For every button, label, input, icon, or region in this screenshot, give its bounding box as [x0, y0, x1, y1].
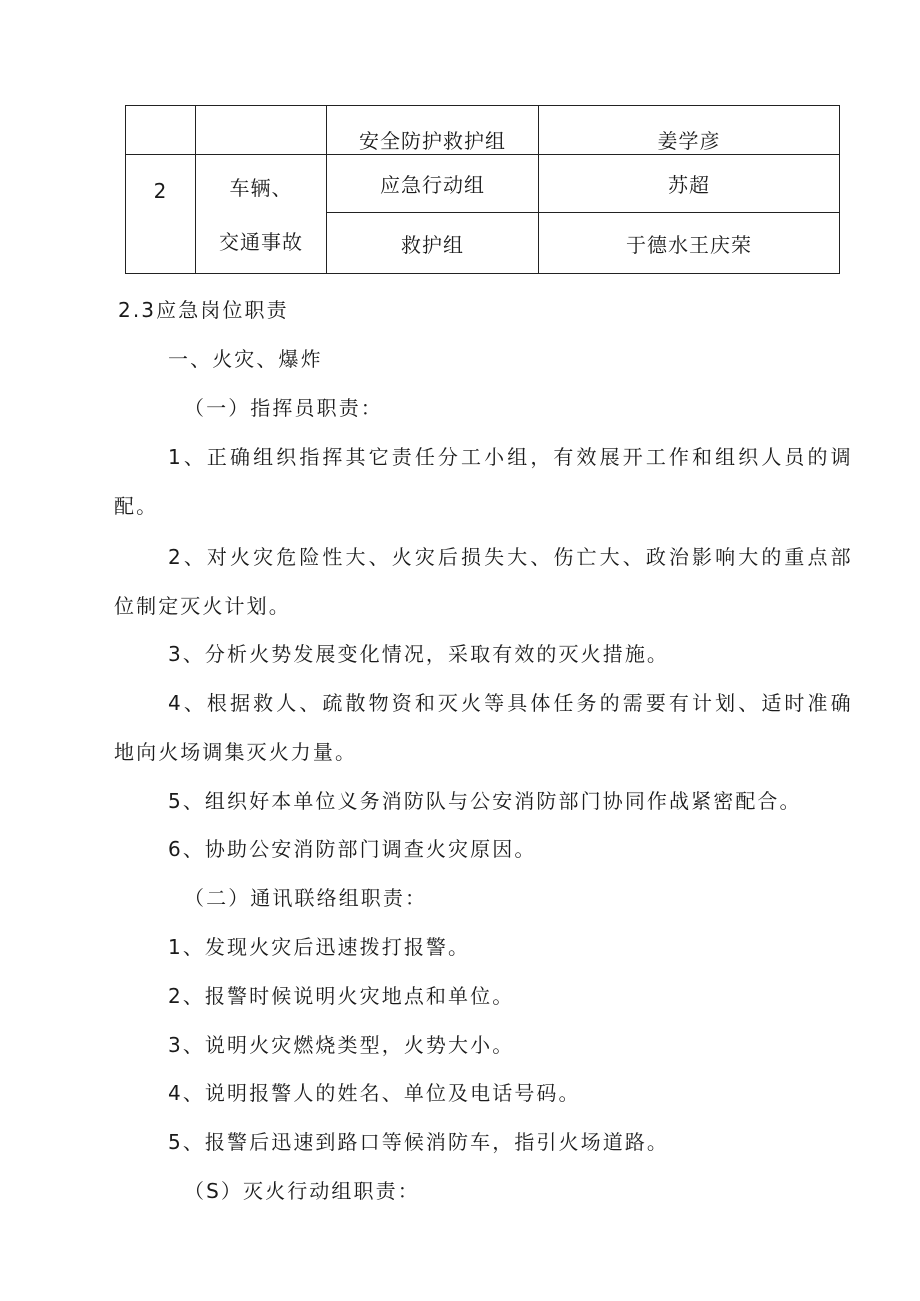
table-cell-number: 2	[126, 155, 196, 274]
table-cell-incident-type	[196, 106, 327, 155]
paragraph-line: 1、正确组织指挥其它责任分工小组，有效展开工作和组织人员的调	[168, 445, 854, 469]
paragraph-line: 6、协助公安消防部门调查火灾原因。	[168, 837, 537, 861]
paragraph-line: 4、说明报警人的姓名、单位及电话号码。	[168, 1081, 581, 1105]
table-cell-number	[126, 106, 196, 155]
table-row	[126, 106, 840, 155]
heading-fire-explosion: 一、火灾、爆炸	[168, 347, 323, 371]
paragraph-line: 5、组织好本单位义务消防队与公安消防部门协同作战紧密配合。	[168, 789, 802, 813]
emergency-duty-table	[125, 105, 840, 274]
table-cell-group: 救护组	[327, 213, 539, 274]
table-row	[126, 155, 840, 213]
table-cell-group: 应急行动组	[327, 155, 539, 213]
paragraph-line: 4、根据救人、疏散物资和灭火等具体任务的需要有计划、适时准确	[168, 691, 854, 715]
paragraph-line: 2、对火灾危险性大、火灾后损失大、伤亡大、政治影响大的重点部	[168, 545, 854, 569]
table-cell-group: 安全防护救护组	[327, 106, 539, 155]
subheading-commander-duties: （一）指挥员职责：	[184, 396, 383, 420]
paragraph-line: 位制定灭火计划。	[114, 594, 291, 618]
paragraph-line: 地向火场调集灭火力量。	[114, 740, 358, 764]
subheading-communication-duties: （二）通讯联络组职责：	[184, 886, 428, 910]
incident-type-line: 车辆、	[229, 176, 293, 200]
paragraph-line: 3、说明火灾燃烧类型，火势大小。	[168, 1033, 515, 1057]
paragraph-line: 5、报警后迅速到路口等候消防车，指引火场道路。	[168, 1130, 670, 1154]
paragraph-line: 配。	[114, 494, 159, 518]
incident-type-line: 交通事故	[219, 230, 303, 254]
table-cell-person: 苏超	[539, 155, 840, 213]
paragraph-line: 1、发现火灾后迅速拨打报警。	[168, 935, 471, 959]
table-cell-person: 于德水王庆荣	[539, 213, 840, 274]
table-cell-incident-type	[196, 155, 327, 274]
table-cell-person: 姜学彦	[539, 106, 840, 155]
paragraph-line: 3、分析火势发展变化情况，采取有效的灭火措施。	[168, 642, 670, 666]
paragraph-line: 2、报警时候说明火灾地点和单位。	[168, 984, 515, 1008]
section-title: 2.3应急岗位职责	[118, 298, 289, 322]
subheading-firefighting-duties: （S）灭火行动组职责：	[184, 1179, 420, 1203]
